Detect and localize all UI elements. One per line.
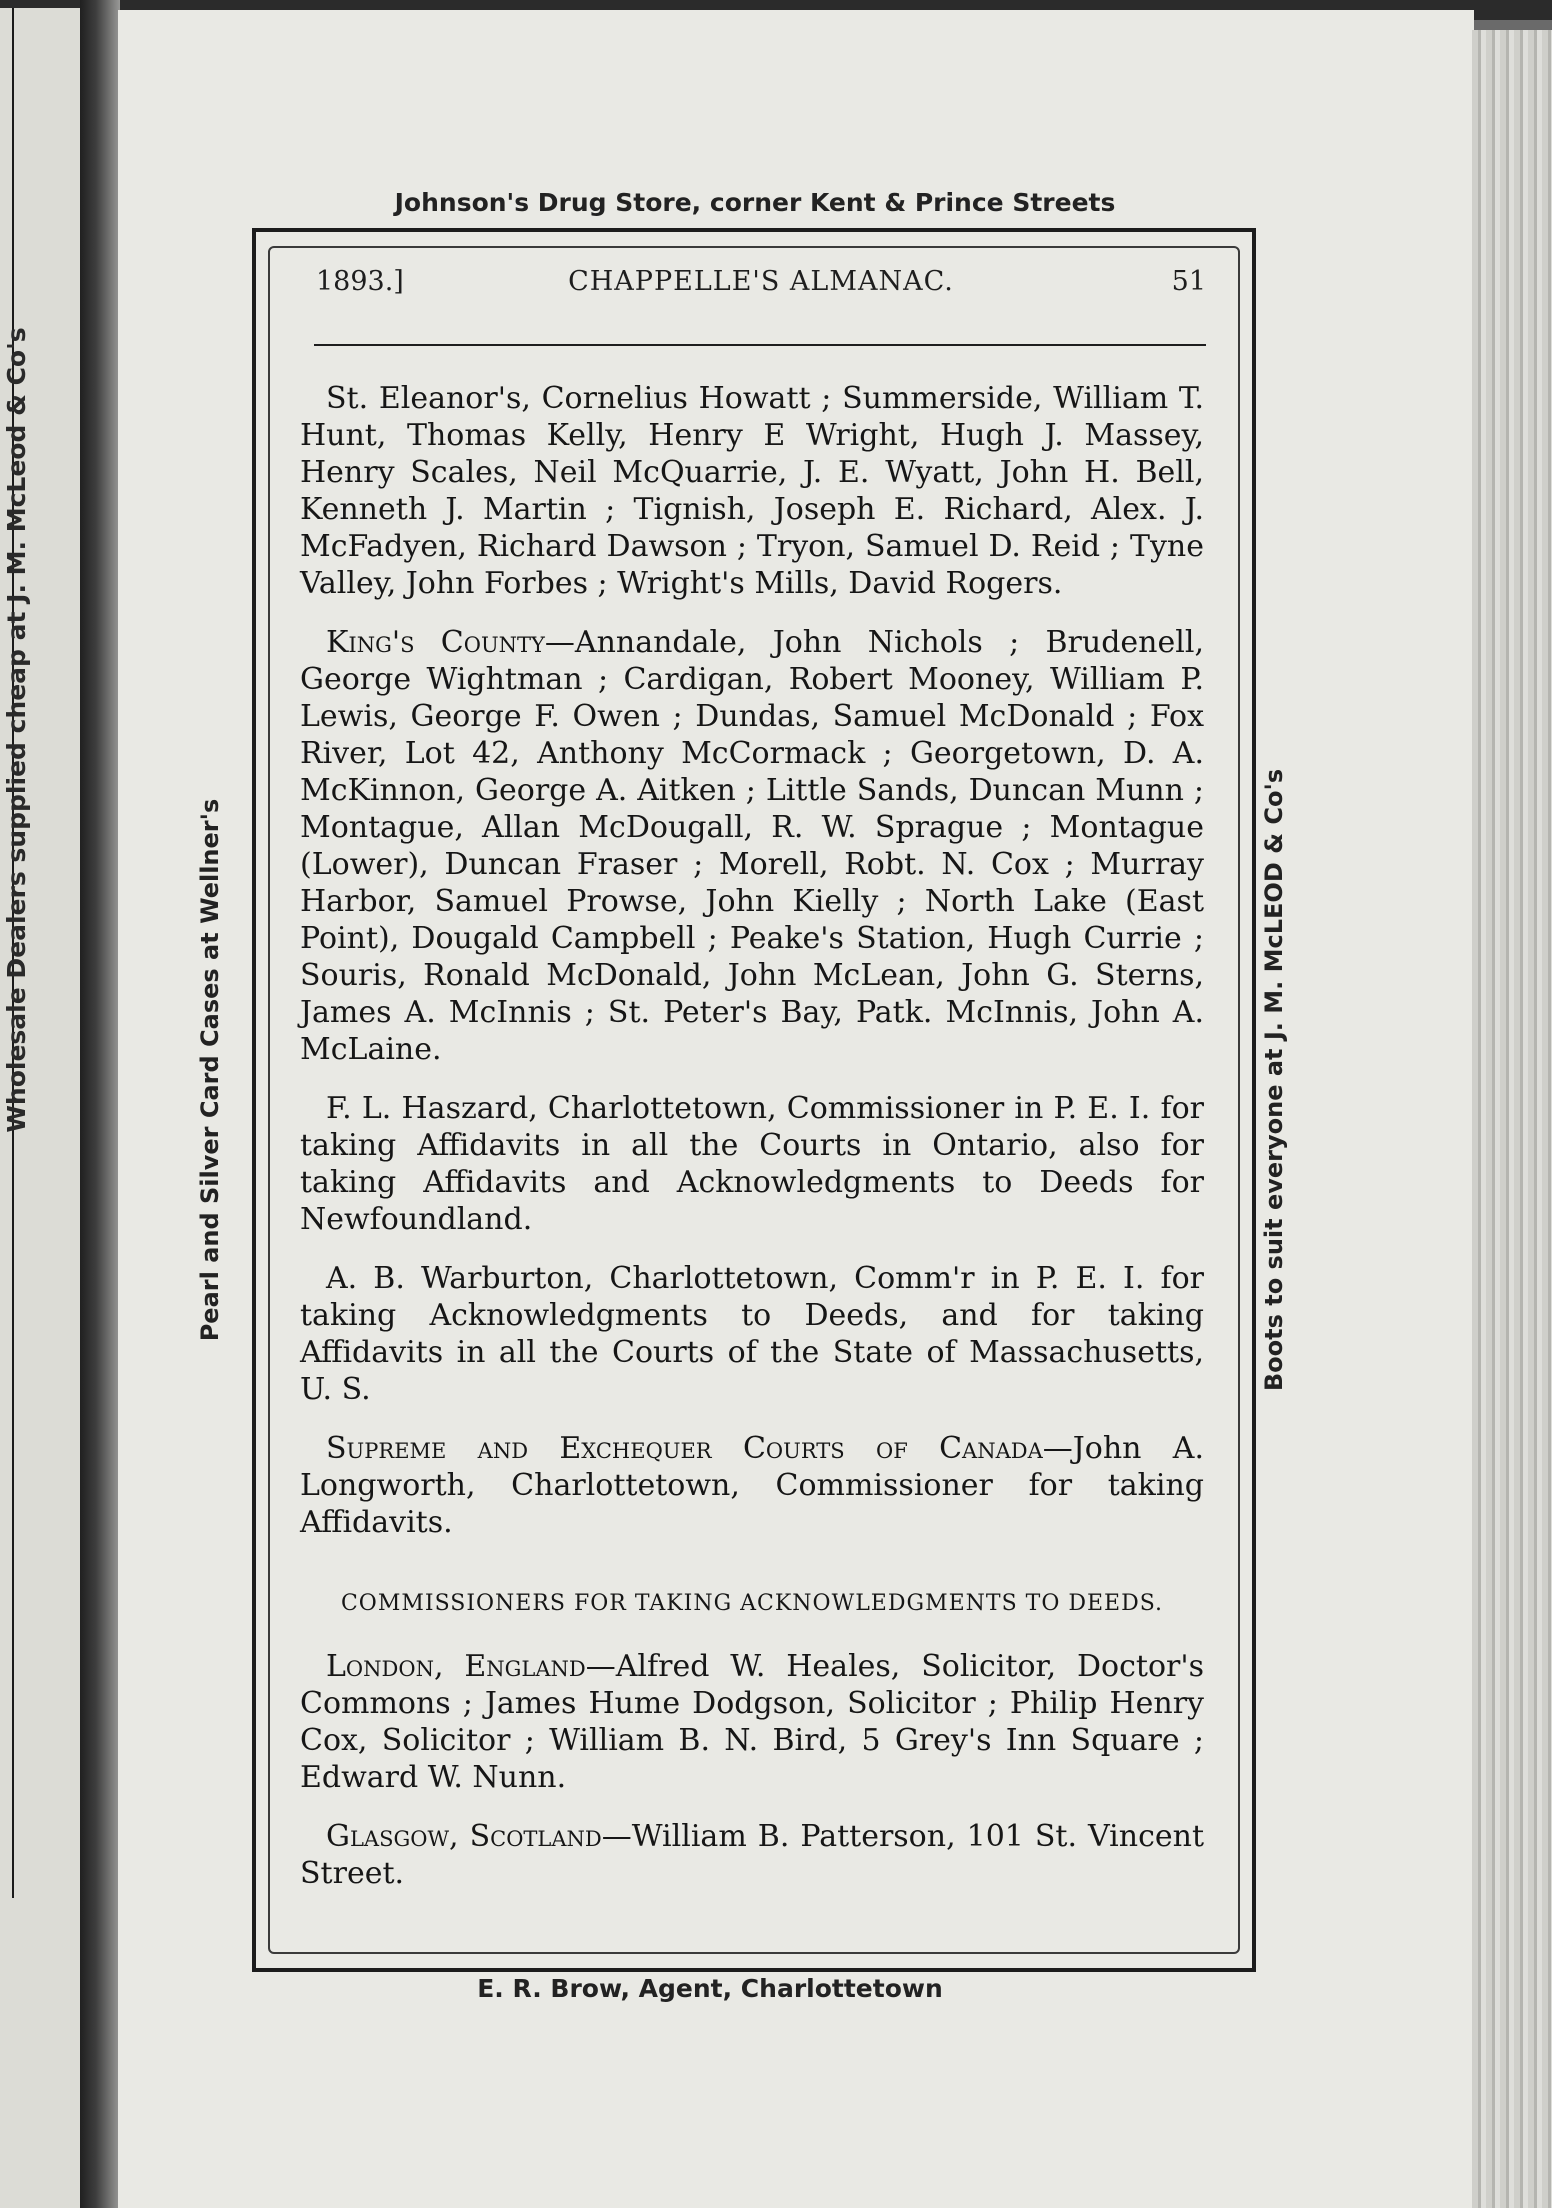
section-heading: COMMISSIONERS FOR TAKING ACKNOWLEDGMENTS TO DEEDS. — [340, 1591, 1164, 1616]
paragraph-lead: King's County — [326, 625, 545, 660]
paragraph-text: —Alfred W. Heales, Solicitor, Doctor's Commons ; James Hume Dodgson, Solicitor ; Philip Henry Cox, Solicitor ; William B. N. Bird, 5 Grey's Inn Square ; Edward W. Nunn. — [300, 1649, 1205, 1795]
paragraph-text: A. B. Warburton, Charlottetown, Comm'r in P. E. I. for taking Acknowledgments to Deeds, and for taking Affidavits in all the Courts of the State of Massachusetts, U. S. — [300, 1261, 1204, 1407]
paragraph-text: F. L. Haszard, Charlottetown, Commissioner in P. E. I. for taking Affidavits in all the Courts in Ontario, also for taking Affidavits and Acknowledgments to Deeds for Newfoundland. — [300, 1091, 1204, 1237]
page-stack-edges — [1472, 30, 1552, 2208]
paragraph — [300, 1648, 1204, 1796]
paragraph-lead: London, England — [326, 1649, 586, 1684]
bottom-margin-ad: E. R. Brow, Agent, Charlottetown — [477, 1974, 943, 2003]
paragraph-lead: Supreme and Exchequer Courts of Canada — [326, 1431, 1043, 1466]
running-head-year: 1893.] — [316, 266, 404, 297]
paragraph — [300, 1090, 1204, 1238]
running-head — [316, 266, 1206, 306]
paragraph-text: —John A. Longworth, Charlottetown, Commissioner for taking Affidavits. — [300, 1431, 1205, 1540]
paragraph — [300, 1430, 1204, 1541]
book-gutter — [80, 0, 120, 2208]
page-body — [300, 380, 1204, 1914]
paragraph — [300, 624, 1204, 1068]
running-head-title: CHAPPELLE'S ALMANAC. — [568, 266, 954, 297]
paragraph — [300, 380, 1204, 602]
paragraph-text: —Annandale, John Nichols ; Brudenell, George Wightman ; Cardigan, Robert Mooney, William P. Lewis, George F. Owen ; Dundas, Samuel McDonald ; Fox River, Lot 42, Anthony McCormack ; Georgetown, D. A. McKinnon, George A. Aitken ; Little Sands, Duncan Munn ; Montague, Allan McDougall, R. W. Sprague ; Montague (Lower), Duncan Fraser ; Morell, Robt. N. Cox ; Murray Harbor, Samuel Prowse, John Kielly ; North Lake (East Point), Dougald Campbell ; Peake's Station, Hugh Currie ; Souris, Ronald McDonald, John McLean, John G. Sterns, James A. McInnis ; St. Peter's Bay, Patk. McInnis, John A. McLaine. — [300, 625, 1204, 1067]
left-margin-ad: Pearl and Silver Card Cases at Wellner's — [196, 798, 224, 1342]
paragraph-lead: Glasgow, Scotland — [326, 1819, 602, 1854]
page-number: 51 — [1171, 266, 1206, 297]
previous-page-margin-ad: Wholesale Dealers supplied cheap at J. M. McLeod & Co's — [2, 327, 31, 1133]
paragraph-text: —William B. Patterson, 101 St. Vincent Street. — [300, 1819, 1204, 1891]
paragraph — [300, 1818, 1204, 1892]
top-margin-ad: Johnson's Drug Store, corner Kent & Prince Streets — [394, 188, 1116, 217]
paragraph-text: St. Eleanor's, Cornelius Howatt ; Summerside, William T. Hunt, Thomas Kelly, Henry E Wright, Hugh J. Massey, Henry Scales, Neil McQuarrie, J. E. Wyatt, John H. Bell, Kenneth J. Martin ; Tignish, Joseph E. Richard, Alex. J. McFadyen, Richard Dawson ; Tryon, Samuel D. Reid ; Tyne Valley, John Forbes ; Wright's Mills, David Rogers. — [300, 381, 1204, 601]
paragraph — [300, 1260, 1204, 1408]
right-margin-ad: Boots to suit everyone at J. M. McLEOD & Co's — [1260, 768, 1288, 1392]
running-head-rule — [314, 344, 1206, 346]
